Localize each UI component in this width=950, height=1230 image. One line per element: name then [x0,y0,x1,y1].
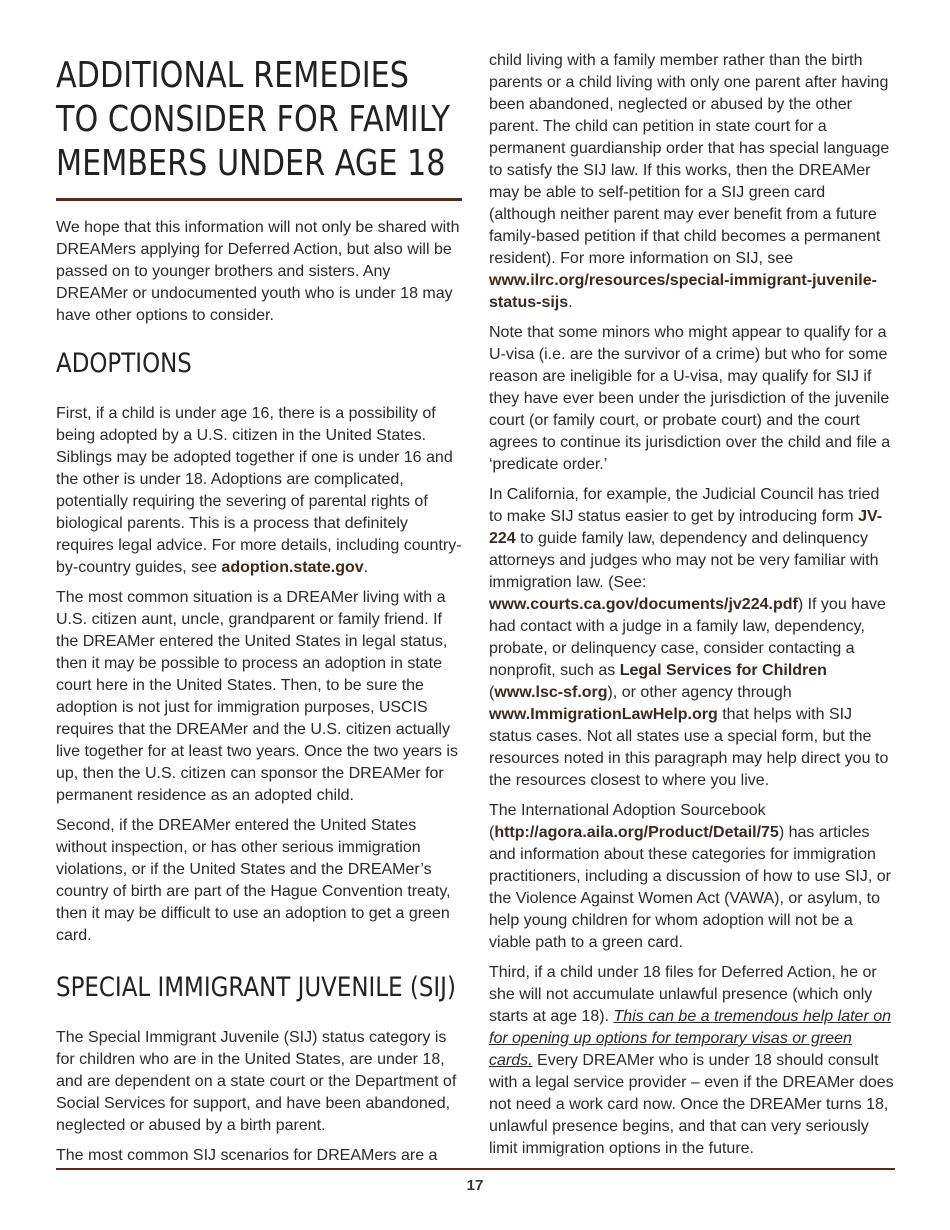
u-visa-paragraph: Note that some minors who might appear to qualify for a U-visa (i.e. are the survivor of a crime) but who for some reason are ineligible for a U-visa, may qualify for SIJ if they have ever been under the jurisdiction of the juvenile court (or family court, or probate court) and the court agrees to continue its jurisdiction over the child and file a ‘predicate order.’ [489,324,891,473]
sij-p2-text: child living with a family member rather than the birth parents or a child living with only one parent after having been abandoned, neglected or abused by the other parent. The child can petition in state court for a permanent guardianship order that has special language to satisfy the SIJ law. If this works, then the DREAMer may be able to self-petition for a SIJ green card (although neither parent may ever benefit from a future family-based petition if that child becomes a permanent resident). For more information on SIJ, see [489,52,890,267]
right-column [489,50,895,1168]
sij-p2-end: . [568,294,573,311]
legal-services-org: Legal Services for Children [619,662,827,679]
immigration-law-help-link[interactable]: www.ImmigrationLawHelp.org [489,706,718,723]
sij-paragraph-2-cont [489,50,895,314]
aila-link[interactable]: http://agora.aila.org/Product/Detail/75 [494,824,779,841]
ca-text-e: ), or other agency through [607,684,792,701]
adoptions-paragraph-1 [56,403,462,579]
sourcebook-paragraph [489,800,895,954]
courts-ca-link[interactable]: www.courts.ca.gov/documents/jv224.pdf [489,596,798,613]
page-number: 17 [466,1177,484,1194]
adoptions-paragraph-3: Second, if the DREAMer entered the United States without inspection, or has other serious immigration violations, or if the United States and the DREAMer’s country of birth are part of the Hague Convention treaty, then it may be difficult to use an adoption to get a green card. [56,817,451,944]
lsc-sf-link[interactable]: www.lsc-sf.org [494,684,608,701]
title-divider [56,198,462,201]
adoptions-p1-text: First, if a child is under age 16, there is a possibility of being adopted by a U.S. citizen in the United States. Siblings may be adopted together if one is under 16 and the other is under 18. Adoptions are complicated, potentially requiring the severing of parental rights of biological parents. This is a process that definitely requires legal advice. For more details, including country-by-country guides, see [56,405,462,576]
ca-text-a: In California, for example, the Judicial Council has tried to make SIJ status easier to get by introducing form [489,486,880,525]
california-paragraph [489,484,895,792]
adoptions-p1-end: . [363,559,369,576]
adoptions-heading: ADOPTIONS [56,348,192,379]
intro-paragraph: We hope that this information will not only be shared with DREAMers applying for Deferred Action, but also will be passed on to younger brothers and sisters. Any DREAMer or undocumented youth who is under 18 may have other options to consider. [56,219,460,324]
adoption-state-link[interactable]: adoption.state.gov [221,559,364,576]
jv224-form: JV-224 [489,508,883,547]
da-text-b: Every DREAMer who is under 18 should consult with a legal service provider – even if the DREAMer does not need a work card now. Once the DREAMer turns 18, unlawful presence begins, and that can very seriously limit immigration options in the future. [489,1052,894,1157]
da-emphasis: This can be a tremendous help later on for opening up options for temporary visas or green cards. [489,1008,892,1069]
deferred-action-paragraph [489,962,895,1160]
footer-divider [56,1168,895,1170]
sourcebook-text-a: The International Adoption Sourcebook ( [489,802,766,841]
ilrc-sij-link[interactable]: www.ilrc.org/resources/special-immigrant-juvenile-status-sijs [489,272,877,311]
ca-text-f: that helps with SIJ status cases. Not all states use a special form, but the resources noted in this paragraph may help direct you to the resources closest to where you live. [489,706,889,789]
adoptions-paragraph-2: The most common situation is a DREAMer living with a U.S. citizen aunt, uncle, grandparent or family friend. If the DREAMer entered the United States in legal status, then it may be possible to process an adoption in state court here in the United States. Then, to be sure the adoption is not just for immigration purposes, USCIS requires that the DREAMer and the U.S. citizen actually live together for at least two years. Once the two years is up, then the U.S. citizen can sponsor the DREAMer for permanent residence as an adopted child. [56,589,458,804]
sij-paragraph-2-start: The most common SIJ scenarios for DREAMers are a [56,1147,438,1164]
sij-paragraph-1: The Special Immigrant Juvenile (SIJ) status category is for children who are in the United States, are under 18, and are dependent on a state court or the Department of Social Services for support, and have been abandoned, neglected or abused by a birth parent. [56,1029,457,1134]
page-title: ADDITIONAL REMEDIES TO CONSIDER FOR FAMILY MEMBERS UNDER AGE 18 [56,55,450,184]
da-text-a: Third, if a child under 18 files for Deferred Action, he or she will not accumulate unlawful presence (which only starts at age 18). [489,964,877,1025]
ca-text-c: ) If you have had contact with a judge in a family law, dependency, probate, or delinquency case, consider contacting a nonprofit, such as [489,596,886,679]
left-column [56,50,462,1175]
sij-heading: SPECIAL IMMIGRANT JUVENILE (SIJ) [56,972,456,1003]
ca-text-d: ( [489,684,495,701]
sourcebook-text-b: ) has articles and information about these categories for immigration practitioners, including a discussion of how to use SIJ, or the Violence Against Women Act (VAWA), or asylum, to help young children for whom adoption will not be a viable path to a green card. [489,824,891,951]
ca-text-b: to guide family law, dependency and delinquency attorneys and judges who may not be very familiar with immigration law. (See: [489,530,879,591]
